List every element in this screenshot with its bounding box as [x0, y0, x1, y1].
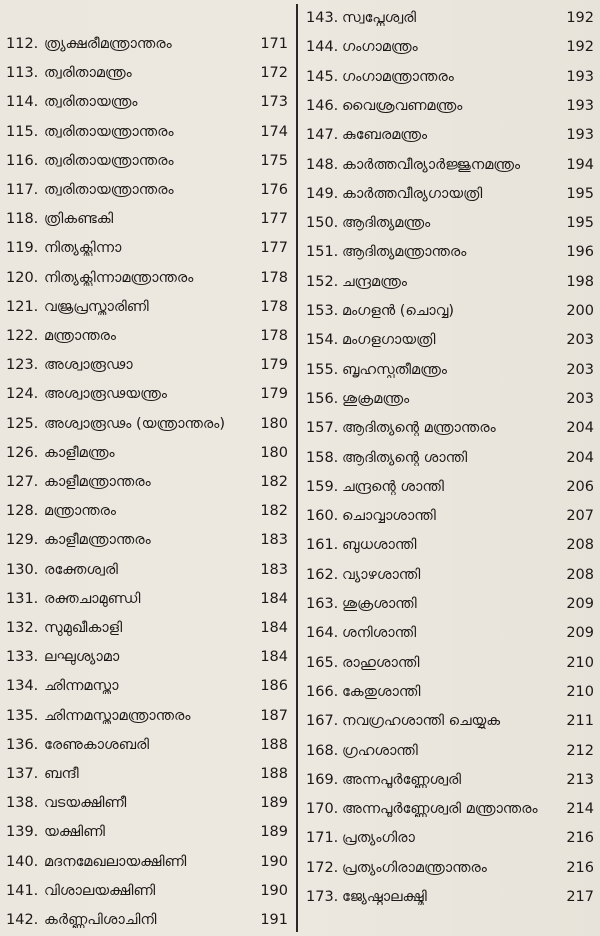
entry-number: 116.: [6, 152, 39, 169]
entry-number: 150.: [306, 215, 339, 232]
toc-entry: [302, 766, 600, 794]
entry-page-number: 208: [566, 566, 594, 583]
entry-number: 165.: [306, 654, 339, 671]
entry-page-number: 216: [566, 830, 594, 847]
entry-number: 112.: [6, 36, 39, 52]
toc-entry: [0, 380, 292, 408]
entry-title: ശനിശാന്തി: [342, 625, 417, 642]
entry-title: വ്യാഴശാന്തി: [342, 566, 421, 583]
toc-entry: [0, 614, 292, 642]
toc-entry: [0, 439, 292, 467]
toc-entry: [302, 326, 600, 354]
toc-entry: [302, 63, 600, 91]
entry-title: ആദിത്യമന്ത്രാന്തരം: [342, 244, 467, 261]
entry-page-number: 179: [260, 357, 288, 374]
toc-entry: [302, 92, 600, 120]
entry-title: ഗ്രഹശാന്തി: [342, 742, 418, 759]
entry-title: മദനമേഖലായക്ഷിണി: [44, 853, 187, 870]
toc-entry: [0, 118, 292, 146]
entry-number: 162.: [306, 566, 339, 583]
entry-number: 151.: [306, 244, 339, 261]
entry-number: 148.: [306, 156, 339, 173]
entry-number: 149.: [306, 185, 339, 202]
entry-title: അന്നപൂർണ്ണേശ്വരി: [342, 771, 461, 788]
entry-title: കർണ്ണപിശാചിനി: [44, 912, 157, 928]
entry-number: 140.: [6, 853, 39, 870]
entry-title: ത്ര്യക്ഷരീമന്ത്രാന്തരം: [44, 36, 172, 52]
toc-entry: [0, 410, 292, 438]
entry-title: ചന്ദ്രമന്ത്രം: [342, 273, 407, 290]
entry-title: ഗംഗാമന്ത്രാന്തരം: [342, 68, 454, 85]
toc-entry: [0, 147, 292, 175]
toc-entry: [0, 643, 292, 671]
toc-entry: [302, 531, 600, 559]
entry-page-number: 188: [260, 736, 288, 753]
entry-title: രേണുകാശബരി: [44, 736, 149, 753]
entry-title: ത്വരിതായന്ത്രാന്തരം: [44, 152, 174, 169]
entry-page-number: 184: [260, 620, 288, 636]
entry-number: 166.: [306, 683, 339, 700]
entry-page-number: 196: [566, 244, 594, 261]
entry-number: 130.: [6, 561, 39, 578]
toc-entry: [302, 707, 600, 735]
entry-title: ആദിത്യമന്ത്രം: [342, 215, 431, 232]
entry-title: രക്തചാമുണ്ഡി: [44, 590, 141, 607]
entry-number: 152.: [306, 273, 339, 290]
entry-page-number: 187: [260, 707, 288, 724]
toc-entry: [302, 180, 600, 208]
entry-title: ബൃഹസ്പതീമന്ത്രം: [342, 361, 447, 378]
entry-number: 157.: [306, 420, 339, 437]
toc-entry: [0, 702, 292, 730]
entry-title: നവഗ്രഹശാന്തി ചെയ്യുക: [342, 713, 501, 730]
entry-page-number: 180: [260, 444, 288, 461]
entry-number: 156.: [306, 390, 339, 407]
toc-entry: [302, 385, 600, 413]
toc-entry: [0, 234, 292, 262]
toc-entry: [302, 121, 600, 149]
toc-entry: [0, 818, 292, 846]
toc-entry: [0, 468, 292, 496]
entry-title: ത്വരിതാമന്ത്രം: [44, 65, 132, 82]
toc-entry: [302, 619, 600, 647]
toc-entry: [302, 4, 600, 32]
entry-page-number: 188: [260, 766, 288, 782]
entry-page-number: 206: [566, 478, 594, 495]
entry-number: 121.: [6, 298, 39, 315]
entry-title: ആദിത്യന്റെ ശാന്തി: [342, 449, 468, 466]
toc-entry: [0, 731, 292, 759]
entry-page-number: 178: [260, 328, 288, 344]
entry-page-number: 189: [260, 824, 288, 841]
entry-page-number: 193: [566, 68, 594, 85]
toc-entry: [302, 297, 600, 325]
entry-page-number: 214: [566, 801, 594, 818]
entry-number: 124.: [6, 386, 39, 403]
entry-page-number: 204: [566, 420, 594, 437]
entry-number: 155.: [306, 361, 339, 378]
entry-page-number: 184: [260, 649, 288, 666]
entry-title: ത്വരിതായന്ത്രാന്തരം: [44, 182, 174, 198]
toc-entry: [302, 502, 600, 530]
entry-number: 126.: [6, 444, 39, 461]
entry-number: 167.: [306, 713, 339, 730]
toc-entry: [302, 737, 600, 765]
toc-entry: [302, 33, 600, 61]
entry-title: ഛിന്നമസ്താ: [44, 678, 119, 695]
entry-page-number: 175: [260, 152, 288, 169]
entry-number: 134.: [6, 678, 39, 695]
entry-page-number: 194: [566, 156, 594, 173]
entry-title: കാർത്തവീര്യഗായത്രി: [342, 185, 483, 202]
toc-entry: [302, 209, 600, 237]
entry-title: മംഗളഗായത്രി: [342, 332, 436, 349]
entry-page-number: 211: [566, 713, 594, 730]
entry-title: അശ്വാരൂഢം (യന്ത്രാന്തരം): [44, 415, 225, 432]
entry-number: 173.: [306, 889, 339, 905]
entry-page-number: 207: [566, 508, 594, 525]
entry-title: വൈശ്രവണമന്ത്രം: [342, 97, 463, 114]
entry-number: 136.: [6, 736, 39, 753]
entry-title: രക്തേശ്വരി: [44, 561, 118, 578]
entry-page-number: 200: [566, 303, 594, 319]
entry-number: 171.: [306, 830, 339, 847]
entry-page-number: 193: [566, 97, 594, 114]
entry-title: അശ്വാരൂഢയന്ത്രം: [44, 386, 167, 403]
column-divider: [296, 4, 298, 932]
toc-entry: [0, 906, 292, 934]
entry-title: രാഹുശാന്തി: [342, 654, 420, 671]
entry-page-number: 178: [260, 298, 288, 315]
entry-page-number: 182: [260, 503, 288, 520]
entry-title: വിശാലയക്ഷിണി: [44, 882, 156, 899]
toc-entry: [0, 176, 292, 204]
entry-page-number: 183: [260, 532, 288, 549]
entry-title: സുമുഖീകാളി: [44, 620, 123, 636]
entry-number: 132.: [6, 620, 39, 636]
entry-number: 120.: [6, 269, 39, 286]
entry-page-number: 180: [260, 415, 288, 432]
entry-title: കുബേരമന്ത്രം: [342, 127, 428, 144]
entry-number: 158.: [306, 449, 339, 466]
entry-number: 153.: [306, 303, 339, 319]
toc-entry: [0, 59, 292, 87]
entry-title: മംഗളൻ (ചൊവ്വ): [342, 303, 455, 319]
entry-page-number: 209: [566, 596, 594, 612]
entry-title: ബുധശാന്തി: [342, 537, 417, 554]
entry-page-number: 203: [566, 332, 594, 349]
entry-page-number: 212: [566, 742, 594, 759]
entry-title: കാളീമന്ത്രാന്തരം: [44, 532, 151, 549]
entry-page-number: 192: [566, 10, 594, 26]
entry-title: അശ്വാരൂഢാ: [44, 357, 133, 374]
entry-page-number: 193: [566, 127, 594, 144]
entry-number: 154.: [306, 332, 339, 349]
toc-entry: [302, 268, 600, 296]
entry-number: 117.: [6, 182, 39, 198]
entry-title: കാളീമന്ത്രം: [44, 444, 115, 461]
entry-title: കാളീമന്ത്രാന്തരം: [44, 474, 151, 490]
toc-entry: [302, 414, 600, 442]
entry-page-number: 179: [260, 386, 288, 403]
toc-entry: [0, 322, 292, 350]
entry-number: 169.: [306, 771, 339, 788]
entry-number: 131.: [6, 590, 39, 607]
toc-entry: [0, 877, 292, 905]
toc-entry: [0, 351, 292, 379]
toc-entry: [302, 795, 600, 823]
entry-number: 141.: [6, 882, 39, 899]
entry-title: വജ്രപ്രസ്താരിണി: [44, 298, 149, 315]
entry-number: 128.: [6, 503, 39, 520]
toc-entry: [302, 561, 600, 589]
toc-entry: [302, 649, 600, 677]
toc-entry: [0, 585, 292, 613]
entry-page-number: 191: [260, 912, 288, 928]
entry-page-number: 198: [566, 273, 594, 290]
entry-page-number: 209: [566, 625, 594, 642]
entry-title: കാർത്തവീര്യാർജ്ജുനമന്ത്രം: [342, 156, 521, 173]
entry-page-number: 213: [566, 771, 594, 788]
entry-number: 122.: [6, 328, 39, 344]
toc-entry: [0, 30, 292, 58]
entry-page-number: 204: [566, 449, 594, 466]
entry-title: യക്ഷിണി: [44, 824, 105, 841]
entry-title: ത്വരിതായന്ത്രം: [44, 94, 138, 111]
entry-number: 147.: [306, 127, 339, 144]
toc-entry: [0, 789, 292, 817]
entry-page-number: 216: [566, 859, 594, 876]
entry-page-number: 203: [566, 390, 594, 407]
entry-page-number: 210: [566, 683, 594, 700]
entry-page-number: 176: [260, 182, 288, 198]
entry-title: വടയക്ഷിണീ: [44, 795, 127, 812]
entry-title: ലഘുശ്യാമാ: [44, 649, 120, 666]
entry-number: 119.: [6, 240, 39, 257]
entry-page-number: 174: [260, 123, 288, 140]
toc-entry: [302, 151, 600, 179]
entry-page-number: 189: [260, 795, 288, 812]
toc-entry: [0, 293, 292, 321]
entry-number: 129.: [6, 532, 39, 549]
entry-page-number: 172: [260, 65, 288, 82]
entry-title: ഗംഗാമന്ത്രം: [342, 39, 418, 56]
entry-number: 160.: [306, 508, 339, 525]
entry-page-number: 178: [260, 269, 288, 286]
entry-title: നിത്യക്ലിന്നാമന്ത്രാന്തരം: [44, 269, 194, 286]
entry-number: 137.: [6, 766, 39, 782]
entry-page-number: 173: [260, 94, 288, 111]
entry-page-number: 177: [260, 211, 288, 228]
entry-page-number: 210: [566, 654, 594, 671]
toc-entry: [0, 672, 292, 700]
entry-page-number: 190: [260, 882, 288, 899]
entry-number: 168.: [306, 742, 339, 759]
entry-number: 161.: [306, 537, 339, 554]
toc-entry: [302, 883, 600, 911]
toc-entry: [0, 760, 292, 788]
entry-page-number: 184: [260, 590, 288, 607]
entry-title: നിത്യക്ലിന്നാ: [44, 240, 122, 257]
toc-entry: [302, 356, 600, 384]
toc-entry: [302, 238, 600, 266]
toc-entry: [0, 848, 292, 876]
entry-title: പ്രത്യംഗിരാ: [342, 830, 415, 847]
toc-entry: [302, 854, 600, 882]
entry-title: കേതുശാന്തി: [342, 683, 421, 700]
entry-title: ത്രികണ്ടകി: [44, 211, 114, 228]
entry-title: ഛിന്നമസ്താമന്ത്രാന്തരം: [44, 707, 191, 724]
entry-number: 143.: [306, 10, 339, 26]
entry-number: 164.: [306, 625, 339, 642]
entry-title: ചന്ദ്രന്റെ ശാന്തി: [342, 478, 444, 495]
entry-number: 133.: [6, 649, 39, 666]
entry-number: 139.: [6, 824, 39, 841]
entry-number: 118.: [6, 211, 39, 228]
entry-number: 138.: [6, 795, 39, 812]
entry-number: 123.: [6, 357, 39, 374]
entry-title: മന്ത്രാന്തരം: [44, 503, 117, 520]
toc-entry: [0, 264, 292, 292]
entry-number: 135.: [6, 707, 39, 724]
entry-page-number: 177: [260, 240, 288, 257]
toc-entry: [302, 678, 600, 706]
entry-page-number: 203: [566, 361, 594, 378]
toc-entry: [0, 497, 292, 525]
toc-entry: [0, 88, 292, 116]
entry-number: 172.: [306, 859, 339, 876]
entry-title: സ്വപ്നേശ്വരി: [342, 10, 417, 26]
entry-number: 170.: [306, 801, 339, 818]
toc-entry: [0, 205, 292, 233]
entry-page-number: 208: [566, 537, 594, 554]
entry-page-number: 183: [260, 561, 288, 578]
entry-page-number: 195: [566, 185, 594, 202]
entry-number: 159.: [306, 478, 339, 495]
entry-title: ജ്യേഷ്ഠാലക്ഷ്മി: [342, 889, 427, 905]
entry-title: അന്നപൂർണ്ണേശ്വരി മന്ത്രാന്തരം: [342, 801, 538, 818]
entry-number: 115.: [6, 123, 39, 140]
entry-page-number: 192: [566, 39, 594, 56]
entry-title: ബന്ദീ: [44, 766, 79, 782]
entry-number: 144.: [306, 39, 339, 56]
entry-title: ത്വരിതായന്ത്രാന്തരം: [44, 123, 174, 140]
entry-page-number: 217: [566, 889, 594, 905]
toc-entry: [302, 590, 600, 618]
entry-page-number: 195: [566, 215, 594, 232]
toc-entry: [0, 556, 292, 584]
entry-page-number: 190: [260, 853, 288, 870]
entry-title: പ്രത്യംഗിരാമന്ത്രാന്തരം: [342, 859, 487, 876]
toc-entry: [302, 444, 600, 472]
entry-number: 146.: [306, 97, 339, 114]
toc-entry: [0, 526, 292, 554]
entry-number: 163.: [306, 596, 339, 612]
entry-title: മന്ത്രാന്തരം: [44, 328, 117, 344]
toc-entry: [302, 824, 600, 852]
entry-number: 113.: [6, 65, 39, 82]
entry-page-number: 182: [260, 474, 288, 490]
toc-entry: [302, 473, 600, 501]
entry-page-number: 171: [260, 36, 288, 52]
entry-title: ആദിത്യന്റെ മന്ത്രാന്തരം: [342, 420, 496, 437]
entry-number: 125.: [6, 415, 39, 432]
entry-number: 114.: [6, 94, 39, 111]
entry-title: ചൊവ്വാശാന്തി: [342, 508, 436, 525]
entry-number: 142.: [6, 912, 39, 928]
entry-title: ശുക്രമന്ത്രം: [342, 390, 410, 407]
entry-title: ശുക്രശാന്തി: [342, 596, 417, 612]
entry-number: 145.: [306, 68, 339, 85]
entry-page-number: 186: [260, 678, 288, 695]
entry-number: 127.: [6, 474, 39, 490]
